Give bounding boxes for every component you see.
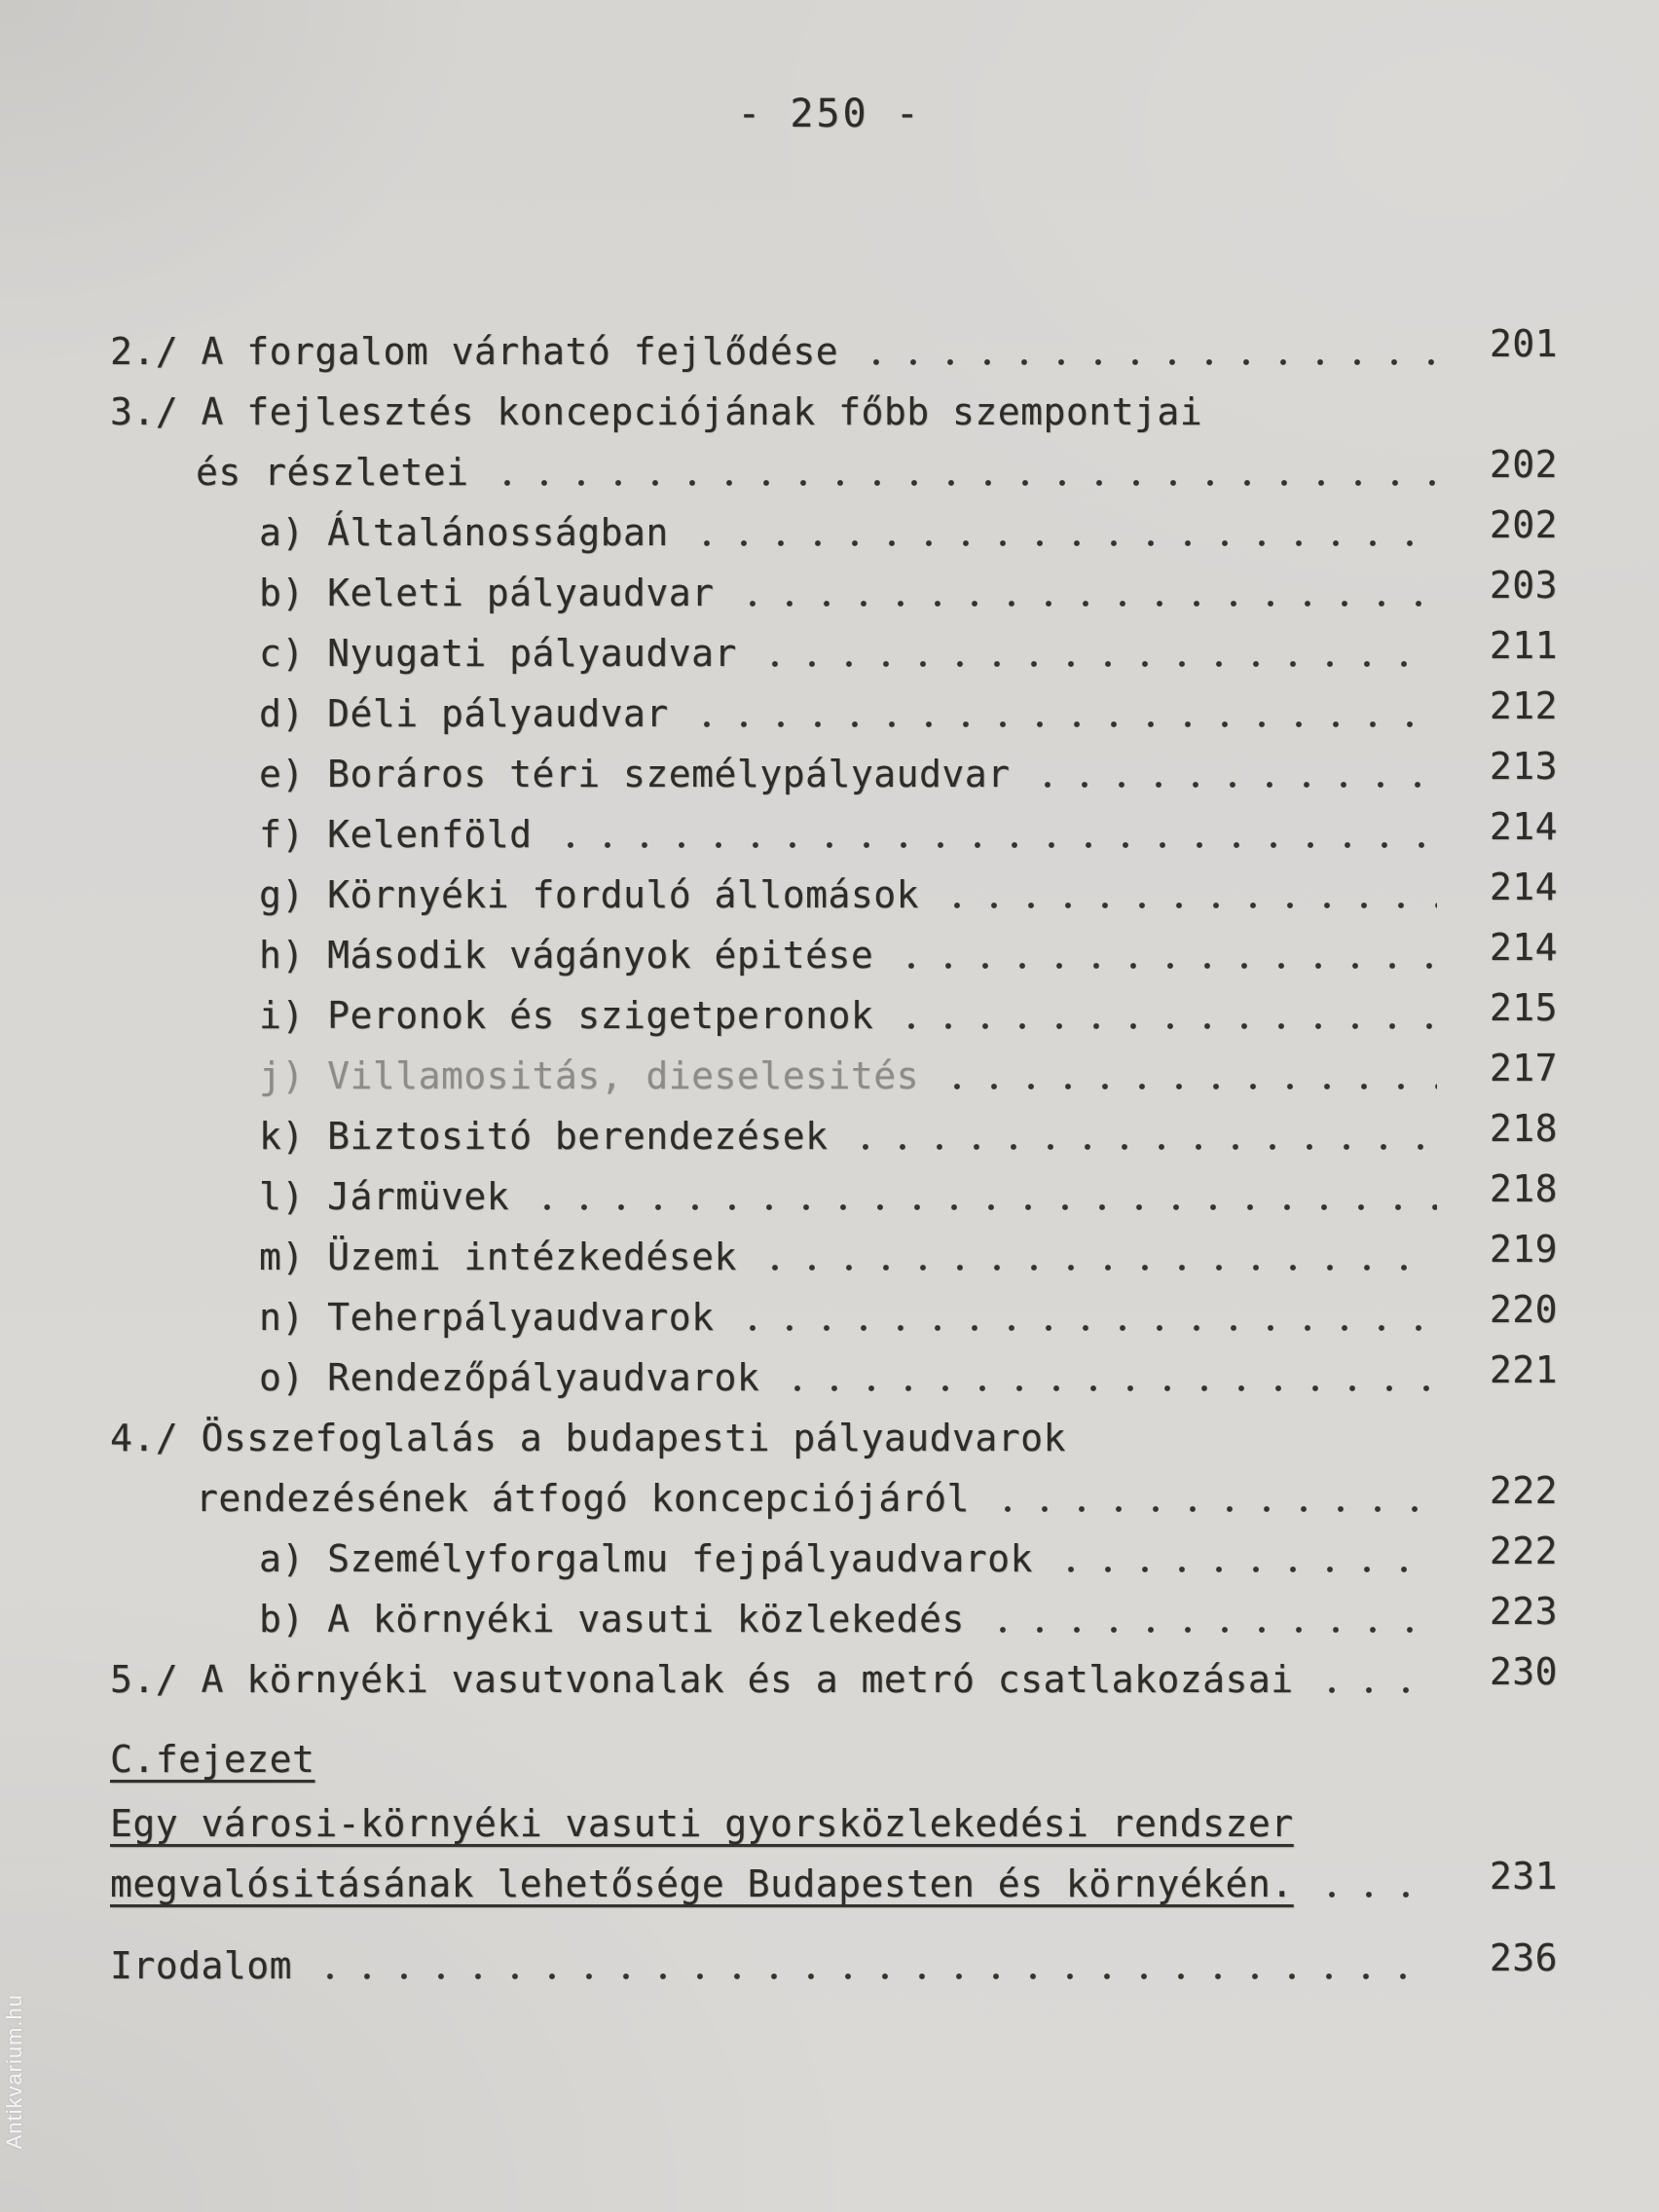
toc-page-number: 231	[1489, 1855, 1558, 1898]
toc-entry-label: b) A környéki vasuti közlekedés	[259, 1598, 965, 1641]
table-of-contents	[110, 321, 1558, 1996]
toc-entry-label: f) Kelenföld	[259, 813, 533, 856]
toc-entry-label: n) Teherpályaudvarok	[259, 1296, 715, 1339]
dot-leader	[1309, 1854, 1437, 1914]
toc-entry-label: és részletei	[196, 451, 469, 494]
toc-row	[110, 623, 1558, 683]
toc-row	[110, 1046, 1558, 1106]
toc-page-number: 202	[1489, 503, 1558, 546]
toc-page-number: 217	[1489, 1047, 1558, 1089]
toc-page-number: 223	[1489, 1590, 1558, 1633]
watermark-antikvarium: Antikvarium.hu	[2, 1994, 26, 2150]
dot-leader	[548, 804, 1437, 865]
toc-entry-label: Egy városi-környéki vasuti gyorsközlekedési rendszer	[110, 1802, 1294, 1845]
dot-leader	[1309, 1793, 1437, 1854]
toc-page-number: 215	[1489, 986, 1558, 1029]
toc-entry-label: h) Második vágányok épitése	[259, 934, 874, 977]
toc-entry-label: 4./ Összefoglalás a budapesti pályaudvarok	[110, 1417, 1066, 1459]
toc-row	[110, 1649, 1558, 1710]
toc-entry-label: c) Nyugati pályaudvar	[259, 632, 737, 675]
toc-entry-label: a) Általánosságban	[259, 511, 669, 554]
dot-leader	[980, 1589, 1437, 1649]
dot-leader	[889, 985, 1437, 1046]
toc-entry-label: 5./ A környéki vasutvonalak és a metró csatlakozásai	[110, 1658, 1294, 1701]
toc-page-number: 236	[1489, 1936, 1558, 1979]
toc-entry-label: i) Peronok és szigetperonok	[259, 994, 874, 1037]
toc-row	[110, 1408, 1558, 1468]
toc-row	[110, 744, 1558, 804]
toc-entry-label: b) Keleti pályaudvar	[259, 571, 715, 614]
dot-leader	[753, 1227, 1437, 1287]
toc-page-number: 211	[1489, 624, 1558, 667]
toc-entry-label: g) Környéki forduló állomások	[259, 873, 919, 916]
dot-leader	[985, 1468, 1437, 1529]
toc-row	[110, 382, 1558, 442]
dot-leader	[1309, 1649, 1437, 1710]
toc-page-number	[1451, 1721, 1558, 1782]
toc-entry-label: Irodalom	[110, 1944, 293, 1987]
dot-leader	[730, 1287, 1437, 1347]
toc-entry-label: a) Személyforgalmu fejpályaudvarok	[259, 1537, 1033, 1580]
dot-leader	[730, 563, 1437, 623]
toc-entry-label: j) Villamositás, dieselesités	[259, 1054, 919, 1097]
toc-page-number: 221	[1489, 1348, 1558, 1391]
toc-row	[110, 1347, 1558, 1408]
page-number-header: - 250 -	[737, 92, 922, 136]
toc-row	[110, 1729, 1558, 1789]
toc-row	[110, 1468, 1558, 1529]
dot-leader	[330, 1729, 1437, 1789]
toc-row	[110, 1166, 1558, 1227]
dot-leader	[1049, 1529, 1437, 1589]
dot-leader	[935, 1046, 1437, 1106]
toc-page-number: 219	[1489, 1228, 1558, 1271]
dot-leader	[1082, 1408, 1437, 1468]
toc-entry-label: m) Üzemi intézkedések	[259, 1235, 737, 1278]
toc-page-number: 203	[1489, 564, 1558, 607]
toc-page-number: 218	[1489, 1107, 1558, 1150]
toc-row	[110, 1106, 1558, 1166]
toc-row	[110, 563, 1558, 623]
toc-row	[110, 1793, 1558, 1854]
dot-leader	[889, 925, 1437, 985]
dot-leader	[308, 1936, 1437, 1996]
dot-leader	[775, 1347, 1437, 1408]
toc-entry-label: d) Déli pályaudvar	[259, 692, 669, 735]
toc-page-number: 201	[1489, 322, 1558, 365]
dot-leader	[485, 442, 1437, 502]
toc-page-number: 214	[1489, 805, 1558, 848]
toc-row	[110, 1936, 1558, 1996]
toc-row	[110, 925, 1558, 985]
dot-leader	[753, 623, 1437, 683]
dot-leader	[1025, 744, 1437, 804]
toc-row	[110, 985, 1558, 1046]
toc-page-number: 212	[1489, 684, 1558, 727]
toc-page-number: 222	[1489, 1530, 1558, 1572]
toc-entry-label: l) Jármüvek	[259, 1175, 510, 1218]
toc-page-number: 220	[1489, 1288, 1558, 1331]
toc-page-number: 222	[1489, 1469, 1558, 1512]
dot-leader	[525, 1166, 1437, 1227]
toc-row	[110, 1287, 1558, 1347]
toc-page-number: 213	[1489, 745, 1558, 788]
toc-entry-label: 2./ A forgalom várható fejlődése	[110, 330, 839, 373]
toc-row	[110, 1529, 1558, 1589]
toc-entry-label: 3./ A fejlesztés koncepciójának főbb szempontjai	[110, 390, 1203, 433]
toc-row	[110, 804, 1558, 865]
dot-leader	[684, 502, 1437, 563]
toc-row	[110, 321, 1558, 382]
toc-page-number	[1451, 1786, 1558, 1846]
toc-page-number	[1451, 374, 1558, 434]
toc-row	[110, 442, 1558, 502]
dot-leader	[843, 1106, 1437, 1166]
toc-page-number: 218	[1489, 1167, 1558, 1210]
toc-row	[110, 865, 1558, 925]
toc-row	[110, 1854, 1558, 1914]
dot-leader	[935, 865, 1437, 925]
dot-leader	[684, 683, 1437, 744]
toc-page-number	[1451, 1400, 1558, 1460]
toc-entry-label: e) Boráros téri személypályaudvar	[259, 753, 1011, 795]
toc-row	[110, 502, 1558, 563]
dot-leader	[854, 321, 1437, 382]
toc-row	[110, 1227, 1558, 1287]
toc-entry-label: C.fejezet	[110, 1738, 315, 1781]
toc-row	[110, 1589, 1558, 1649]
toc-entry-label: rendezésének átfogó koncepciójáról	[196, 1477, 970, 1520]
toc-entry-label: megvalósitásának lehetősége Budapesten és környékén.	[110, 1862, 1294, 1905]
toc-entry-label: o) Rendezőpályaudvarok	[259, 1356, 760, 1399]
toc-row	[110, 683, 1558, 744]
toc-page-number: 214	[1489, 866, 1558, 908]
toc-page-number: 230	[1489, 1650, 1558, 1693]
toc-entry-label: k) Biztositó berendezések	[259, 1115, 829, 1158]
toc-page-number: 202	[1489, 443, 1558, 486]
toc-page-number: 214	[1489, 926, 1558, 969]
dot-leader	[1218, 382, 1437, 442]
